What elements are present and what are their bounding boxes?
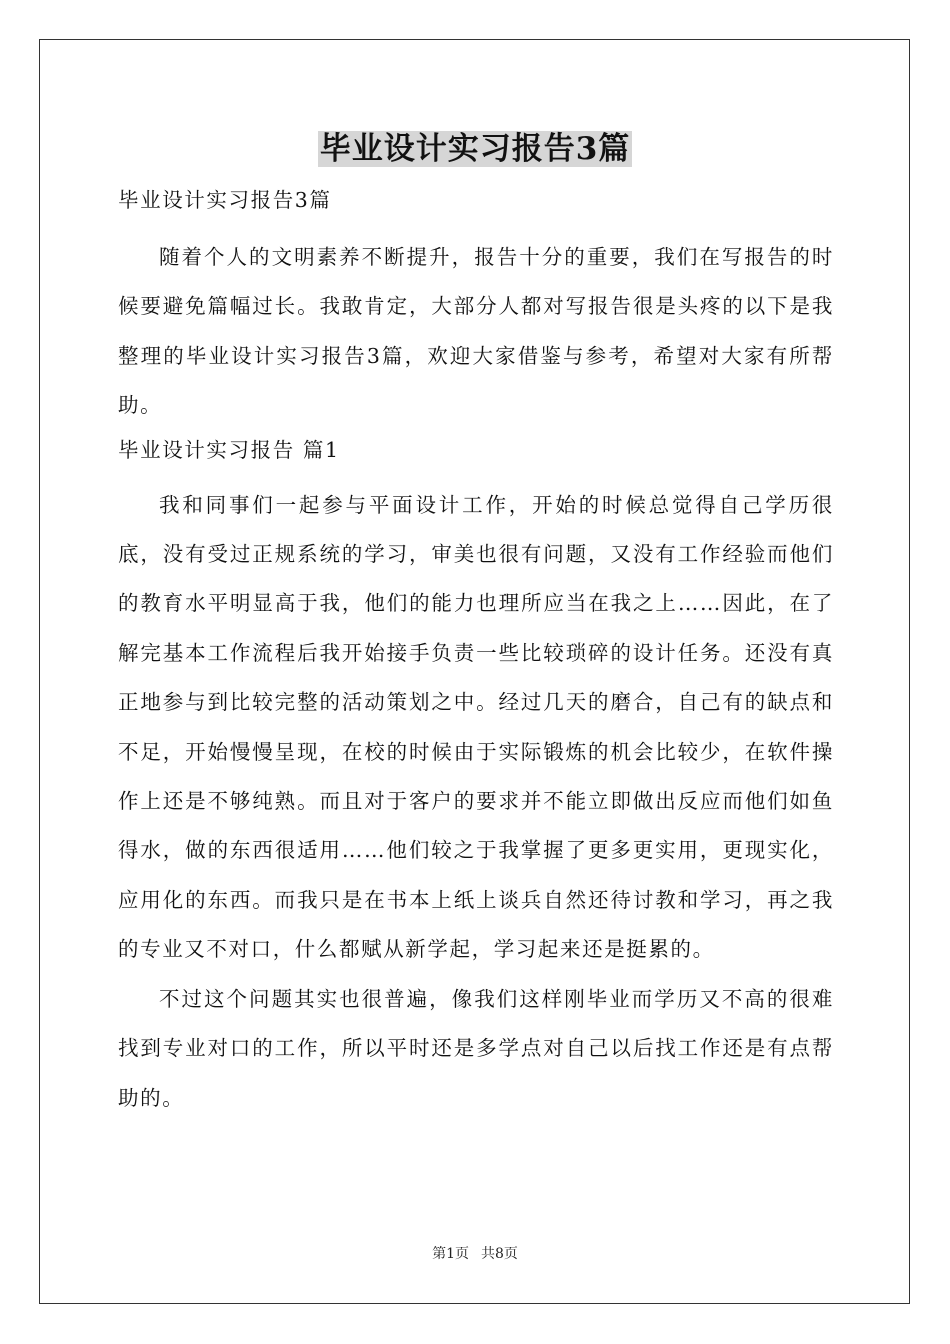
page-footer [0,1244,950,1264]
document-title-text: 毕业设计实习报告3篇 [319,131,631,167]
document-subtitle: 毕业设计实习报告3篇 [118,188,332,212]
document-title [0,127,950,171]
section-title: 毕业设计实习报告 篇1 [118,437,340,462]
body-paragraph: 我和同事们一起参与平面设计工作，开始的时候总觉得自己学历很底，没有受过正规系统的学习，审美也很有问题，又没有工作经验而他们的教育水平明显高于我，他们的能力也理所应当在我之上……因此，在了解完基本工作流程后我开始接手负责一些比较琐碎的设计任务。还没有真正地参与到比较完整的活动策划之中。经过几天的磨合，自己有的缺点和不足，开始慢慢呈现，在校的时候由于实际锻炼的机会比较少，在软件操作上还是不够纯熟。而且对于客户的要求并不能立即做出反应而他们如鱼得水，做的东西很适用……他们较之于我掌握了更多更实用，更现实化，应用化的东西。而我只是在书本上纸上谈兵自然还待讨教和学习，再之我的专业又不对口，什么都赋从新学起，学习起来还是挺累的。 [118,492,834,962]
intro-paragraph: 随着个人的文明素养不断提升，报告十分的重要，我们在写报告的时候要避免篇幅过长。我敢肯定，大部分人都对写报告很是头疼的以下是我整理的毕业设计实习报告3篇，欢迎大家借鉴与参考，希望对大家有所帮助。 [118,245,834,418]
page-number-current: 第1页 [432,1246,469,1262]
document-body [118,184,834,1123]
body-paragraph: 不过这个问题其实也很普遍，像我们这样刚毕业而学历又不高的很难找到专业对口的工作，所以平时还是多学点对自己以后找工作还是有点帮助的。 [118,986,834,1110]
page-number-total: 共8页 [481,1246,518,1262]
